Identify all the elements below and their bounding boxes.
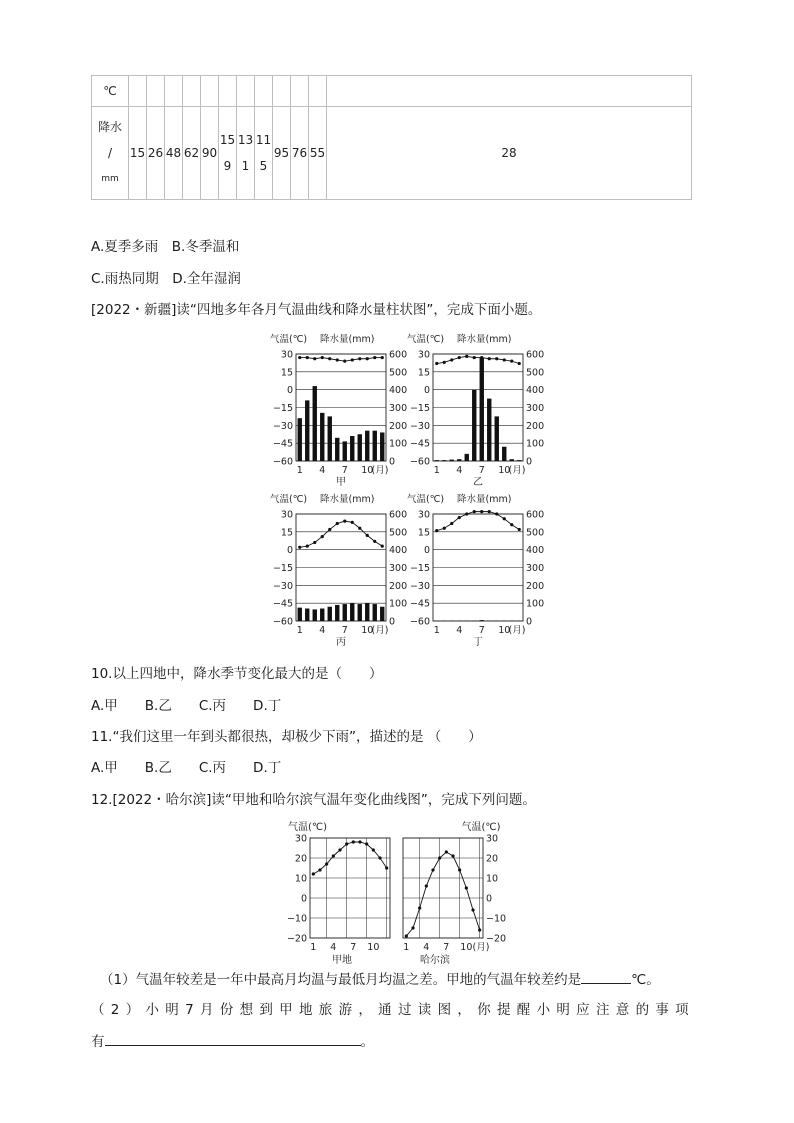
temp-point	[381, 356, 384, 359]
temp-point	[345, 842, 348, 845]
month-tick-label: 4	[456, 625, 463, 636]
temp-tick-label: 0	[300, 893, 307, 905]
temp-tick-label: 20	[294, 853, 307, 865]
table-row-label-precipitation: 降水 / mm	[92, 107, 129, 200]
temp-tick-label: −15	[409, 563, 430, 574]
q10-stem: 10.以上四地中，降水季节变化最大的是（ ）	[91, 666, 383, 682]
temp-axis-title: 气温(℃)	[407, 334, 445, 345]
temp-tick-label: −60	[272, 616, 293, 628]
temp-tick-label: 20	[486, 853, 499, 865]
temp-tick-label: 30	[417, 349, 430, 361]
precip-tick-label: 600	[526, 509, 545, 521]
precip-tick-label: 100	[526, 438, 545, 450]
temp-tick-label: −30	[272, 580, 293, 592]
temp-point	[312, 872, 315, 875]
temperature-chart-哈尔滨	[403, 821, 506, 966]
precip-tick-label: 300	[526, 563, 545, 574]
table-cell: 15 9	[219, 107, 237, 200]
temp-point	[358, 527, 361, 530]
month-tick-label: 1	[310, 942, 317, 953]
precip-bar	[320, 609, 324, 621]
climate-data-table	[91, 75, 692, 200]
precip-tick-label: 400	[526, 385, 545, 397]
q10-options: A.甲 B.乙 C.丙 D.丁	[91, 698, 282, 714]
precip-bar	[487, 399, 491, 461]
temp-tick-label: −30	[409, 420, 430, 432]
precip-tick-label: 500	[389, 367, 408, 379]
month-tick-label: 4	[330, 942, 337, 953]
q12-sub2-line2: 有 。	[91, 1031, 374, 1051]
precip-tick-label: 0	[526, 456, 533, 468]
precip-tick-label: 200	[389, 580, 408, 592]
q9-options-line1: A.夏季多雨 B.冬季温和	[91, 239, 240, 255]
temp-point	[313, 541, 316, 544]
precip-tick-label: 300	[389, 403, 408, 414]
precip-bar	[335, 438, 339, 461]
temp-point	[366, 357, 369, 360]
month-unit-label: (月)	[371, 625, 389, 636]
temp-point	[435, 529, 438, 532]
precip-axis-title: 降水量(mm)	[457, 494, 512, 505]
answer-blank-2[interactable]	[105, 1031, 361, 1046]
month-tick-label: 1	[296, 465, 303, 476]
month-unit-label: (月)	[508, 465, 526, 476]
temp-line	[300, 521, 383, 547]
precip-bar	[313, 386, 317, 461]
precip-bar	[298, 418, 302, 461]
temp-point	[298, 546, 301, 549]
temp-tick-label: −10	[286, 913, 307, 925]
chart-name-label: 丙	[336, 637, 346, 648]
precip-tick-label: 100	[526, 598, 545, 610]
temp-point	[458, 868, 461, 871]
temp-point	[438, 856, 441, 859]
temp-tick-label: −15	[272, 563, 293, 574]
temp-point	[478, 928, 481, 931]
month-tick-label: 7	[443, 942, 450, 953]
temp-axis-title: 气温(℃)	[270, 334, 308, 345]
temp-tick-label: 0	[423, 545, 430, 557]
temp-point	[343, 360, 346, 363]
table-cell: 13 1	[237, 107, 255, 200]
precip-bar	[373, 431, 377, 461]
temp-point	[443, 527, 446, 530]
temp-tick-label: −45	[272, 438, 293, 450]
temp-point	[321, 356, 324, 359]
month-unit-label: (月)	[508, 625, 526, 636]
precip-bar	[380, 607, 384, 621]
temp-tick-label: 30	[280, 349, 293, 361]
temp-point	[450, 358, 453, 361]
table-cell: 90	[201, 107, 219, 200]
temp-point	[451, 854, 454, 857]
precip-bar	[450, 460, 454, 461]
table-cell: 48	[165, 107, 183, 200]
precip-bar	[320, 413, 324, 461]
precip-tick-label: 0	[526, 616, 533, 628]
temp-point	[365, 842, 368, 845]
temp-point	[465, 355, 468, 358]
chart-name-label: 甲地	[332, 955, 352, 966]
precip-bar	[343, 441, 347, 461]
temperature-chart-甲地	[287, 821, 390, 966]
temp-point	[336, 358, 339, 361]
precip-tick-label: 300	[389, 563, 408, 574]
temp-tick-label: 10	[294, 873, 307, 885]
temp-tick-label: −45	[409, 438, 430, 450]
temp-tick-label: 15	[280, 367, 293, 379]
temp-tick-label: 30	[294, 833, 307, 845]
precip-bar	[343, 604, 347, 621]
passage-intro: [2022・新疆]读“四地多年各月气温曲线和降水量柱状图”，完成下面小题。	[91, 302, 542, 318]
chart-name-label: 哈尔滨	[420, 955, 450, 966]
month-tick-label: 4	[319, 465, 326, 476]
temp-line	[406, 852, 479, 936]
temp-point	[473, 510, 476, 513]
temp-point	[351, 521, 354, 524]
climate-charts-figure	[262, 328, 545, 650]
temp-point	[306, 545, 309, 548]
month-unit-label: (月)	[371, 465, 389, 476]
precip-bar	[328, 607, 332, 621]
temp-point	[510, 523, 513, 526]
precip-bar	[365, 603, 369, 621]
temp-point	[332, 854, 335, 857]
precip-bar	[442, 460, 446, 461]
temp-tick-label: −60	[409, 456, 430, 468]
precip-tick-label: 600	[389, 509, 408, 521]
chart-name-label: 甲	[336, 477, 346, 488]
temp-tick-label: 30	[417, 509, 430, 521]
temp-point	[325, 862, 328, 865]
precip-tick-label: 400	[389, 545, 408, 557]
temp-point	[488, 510, 491, 513]
temp-point	[378, 856, 381, 859]
temp-point	[480, 356, 483, 359]
temp-tick-label: −15	[272, 403, 293, 414]
precip-bar	[328, 416, 332, 461]
temp-point	[450, 522, 453, 525]
precip-tick-label: 200	[389, 420, 408, 432]
precip-tick-label: 200	[526, 420, 545, 432]
precip-tick-label: 0	[389, 616, 396, 628]
temp-tick-label: 30	[486, 833, 499, 845]
temp-tick-label: −10	[486, 913, 507, 925]
precip-bar	[472, 390, 476, 461]
precip-tick-label: 500	[389, 527, 408, 539]
precip-axis-title: 降水量(mm)	[320, 494, 375, 505]
q11-options: A.甲 B.乙 C.丙 D.丁	[91, 760, 282, 776]
precip-tick-label: 100	[389, 438, 408, 450]
table-cell: 28	[327, 107, 692, 200]
precip-bar	[380, 432, 384, 461]
table-cell: 76	[291, 107, 309, 200]
temp-point	[488, 357, 491, 360]
temp-point	[503, 358, 506, 361]
temp-tick-label: −30	[272, 420, 293, 432]
climate-chart-甲	[270, 333, 407, 488]
precip-bar	[373, 604, 377, 621]
precip-bar	[335, 605, 339, 621]
precip-bar	[517, 460, 521, 461]
table-cell: 11 5	[255, 107, 273, 200]
temp-point	[465, 512, 468, 515]
temp-tick-label: −60	[409, 616, 430, 628]
table-cell: 26	[147, 107, 165, 200]
q9-options-line2: C.雨热同期 D.全年湿润	[91, 271, 241, 287]
temp-point	[503, 517, 506, 520]
table-cell: 62	[183, 107, 201, 200]
precip-axis-title: 降水量(mm)	[320, 334, 375, 345]
temp-point	[328, 357, 331, 360]
precip-bar	[350, 603, 354, 621]
temp-point	[306, 356, 309, 359]
temp-tick-label: −45	[409, 598, 430, 610]
temp-point	[352, 840, 355, 843]
temp-point	[298, 356, 301, 359]
month-tick-label: 10	[361, 465, 374, 476]
temp-tick-label: 30	[280, 509, 293, 521]
temp-tick-label: 15	[280, 527, 293, 539]
precip-bar	[495, 416, 499, 461]
temp-point	[358, 357, 361, 360]
precip-bar	[510, 459, 514, 461]
precip-bar	[358, 434, 362, 461]
temp-point	[381, 545, 384, 548]
temp-line	[437, 356, 520, 363]
table-cell: 55	[309, 107, 327, 200]
temp-point	[372, 848, 375, 851]
month-tick-label: 7	[341, 465, 348, 476]
temp-point	[445, 850, 448, 853]
month-tick-label: 1	[296, 625, 303, 636]
temp-point	[328, 528, 331, 531]
month-tick-label: 1	[403, 942, 410, 953]
climate-chart-丁	[407, 493, 544, 648]
temp-point	[431, 868, 434, 871]
month-tick-label: 10	[460, 942, 473, 953]
precip-tick-label: 400	[526, 545, 545, 557]
temp-point	[495, 357, 498, 360]
month-tick-label: 7	[478, 465, 485, 476]
temp-tick-label: 0	[486, 893, 493, 905]
month-tick-label: 4	[456, 465, 463, 476]
month-tick-label: 4	[423, 942, 430, 953]
q12-sub1: （1）气温年较差是一年中最高月均温与最低月均温之差。甲地的气温年较差约是 ℃。	[100, 969, 660, 989]
temp-point	[336, 522, 339, 525]
temp-axis-title: 气温(℃)	[407, 494, 445, 505]
month-tick-label: 1	[433, 465, 440, 476]
temp-point	[471, 908, 474, 911]
temp-tick-label: −20	[486, 933, 507, 945]
temperature-curves-figure	[280, 816, 520, 966]
month-tick-label: 7	[341, 625, 348, 636]
precip-tick-label: 600	[526, 349, 545, 361]
temp-point	[351, 358, 354, 361]
temp-point	[405, 934, 408, 937]
temp-point	[465, 886, 468, 889]
temp-point	[366, 534, 369, 537]
climate-chart-丙	[270, 493, 407, 648]
precip-tick-label: 200	[526, 580, 545, 592]
precip-bar	[465, 454, 469, 461]
precip-axis-title: 降水量(mm)	[457, 334, 512, 345]
q12-sub2-line1: （2）小明7月份想到甲地旅游，通过读图，你提醒小明应注意的事项	[91, 1002, 695, 1018]
table-cell: 15	[129, 107, 147, 200]
climate-chart-乙	[407, 333, 544, 488]
temp-point	[385, 866, 388, 869]
temp-point	[321, 535, 324, 538]
temp-tick-label: −20	[286, 933, 307, 945]
precip-bar	[305, 400, 309, 461]
precip-bar	[435, 460, 439, 461]
temp-tick-label: 0	[286, 385, 293, 397]
temp-tick-label: −15	[409, 403, 430, 414]
temp-point	[373, 356, 376, 359]
temp-point	[418, 906, 421, 909]
month-tick-label: 10	[367, 942, 380, 953]
precip-bar	[480, 358, 484, 461]
temp-point	[518, 528, 521, 531]
q11-stem: 11.“我们这里一年到头都很热，却极少下雨”，描述的是 （ ）	[91, 729, 482, 745]
precip-tick-label: 300	[526, 403, 545, 414]
month-tick-label: 1	[433, 625, 440, 636]
temp-point	[518, 362, 521, 365]
precip-bar	[358, 604, 362, 621]
temp-point	[425, 884, 428, 887]
temp-point	[473, 356, 476, 359]
month-tick-label: 7	[350, 942, 357, 953]
temp-tick-label: −30	[409, 580, 430, 592]
temp-tick-label: −60	[272, 456, 293, 468]
table-cell: 95	[273, 107, 291, 200]
precip-bar	[457, 459, 461, 461]
precip-tick-label: 600	[389, 349, 408, 361]
temp-tick-label: 15	[417, 527, 430, 539]
temp-tick-label: −45	[272, 598, 293, 610]
temp-point	[343, 520, 346, 523]
plot-frame	[310, 838, 390, 938]
temp-point	[495, 512, 498, 515]
precip-tick-label: 100	[389, 598, 408, 610]
temp-point	[480, 510, 483, 513]
temp-point	[458, 356, 461, 359]
precip-bar	[305, 609, 309, 621]
temp-point	[373, 540, 376, 543]
precip-tick-label: 500	[526, 527, 545, 539]
table-row-precipitation	[92, 107, 692, 200]
precip-bar	[365, 431, 369, 461]
temp-tick-label: 0	[423, 385, 430, 397]
temp-tick-label: 0	[286, 545, 293, 557]
temp-point	[411, 926, 414, 929]
temp-point	[443, 361, 446, 364]
precip-bar	[502, 447, 506, 461]
month-unit-label: (月)	[472, 942, 490, 953]
temp-point	[435, 362, 438, 365]
precip-tick-label: 0	[389, 456, 396, 468]
precip-bar	[350, 436, 354, 461]
temp-tick-label: 10	[486, 873, 499, 885]
temp-axis-title: 气温(℃)	[461, 822, 501, 833]
table-row-label-temperature: ℃	[92, 76, 129, 107]
temp-point	[510, 360, 513, 363]
temp-tick-label: 15	[417, 367, 430, 379]
q12-stem: 12.[2022・哈尔滨]读“甲地和哈尔滨气温年变化曲线图”，完成下列问题。	[91, 792, 536, 808]
month-tick-label: 4	[319, 625, 326, 636]
temp-point	[313, 357, 316, 360]
precip-bar	[313, 609, 317, 621]
month-tick-label: 10	[498, 465, 511, 476]
temp-point	[318, 868, 321, 871]
temp-line	[300, 358, 383, 362]
month-tick-label: 7	[478, 625, 485, 636]
month-tick-label: 10	[498, 625, 511, 636]
precip-tick-label: 500	[526, 367, 545, 379]
temp-line	[437, 512, 520, 531]
chart-name-label: 丁	[473, 637, 483, 648]
precip-bar	[298, 608, 302, 621]
temp-point	[458, 516, 461, 519]
temp-point	[358, 840, 361, 843]
temp-point	[338, 848, 341, 851]
answer-blank-1[interactable]	[581, 969, 631, 984]
chart-name-label: 乙	[473, 477, 483, 488]
month-tick-label: 10	[361, 625, 374, 636]
precip-tick-label: 400	[389, 385, 408, 397]
temp-axis-title: 气温(℃)	[288, 822, 328, 833]
precip-bar	[480, 620, 484, 621]
temp-axis-title: 气温(℃)	[270, 494, 308, 505]
